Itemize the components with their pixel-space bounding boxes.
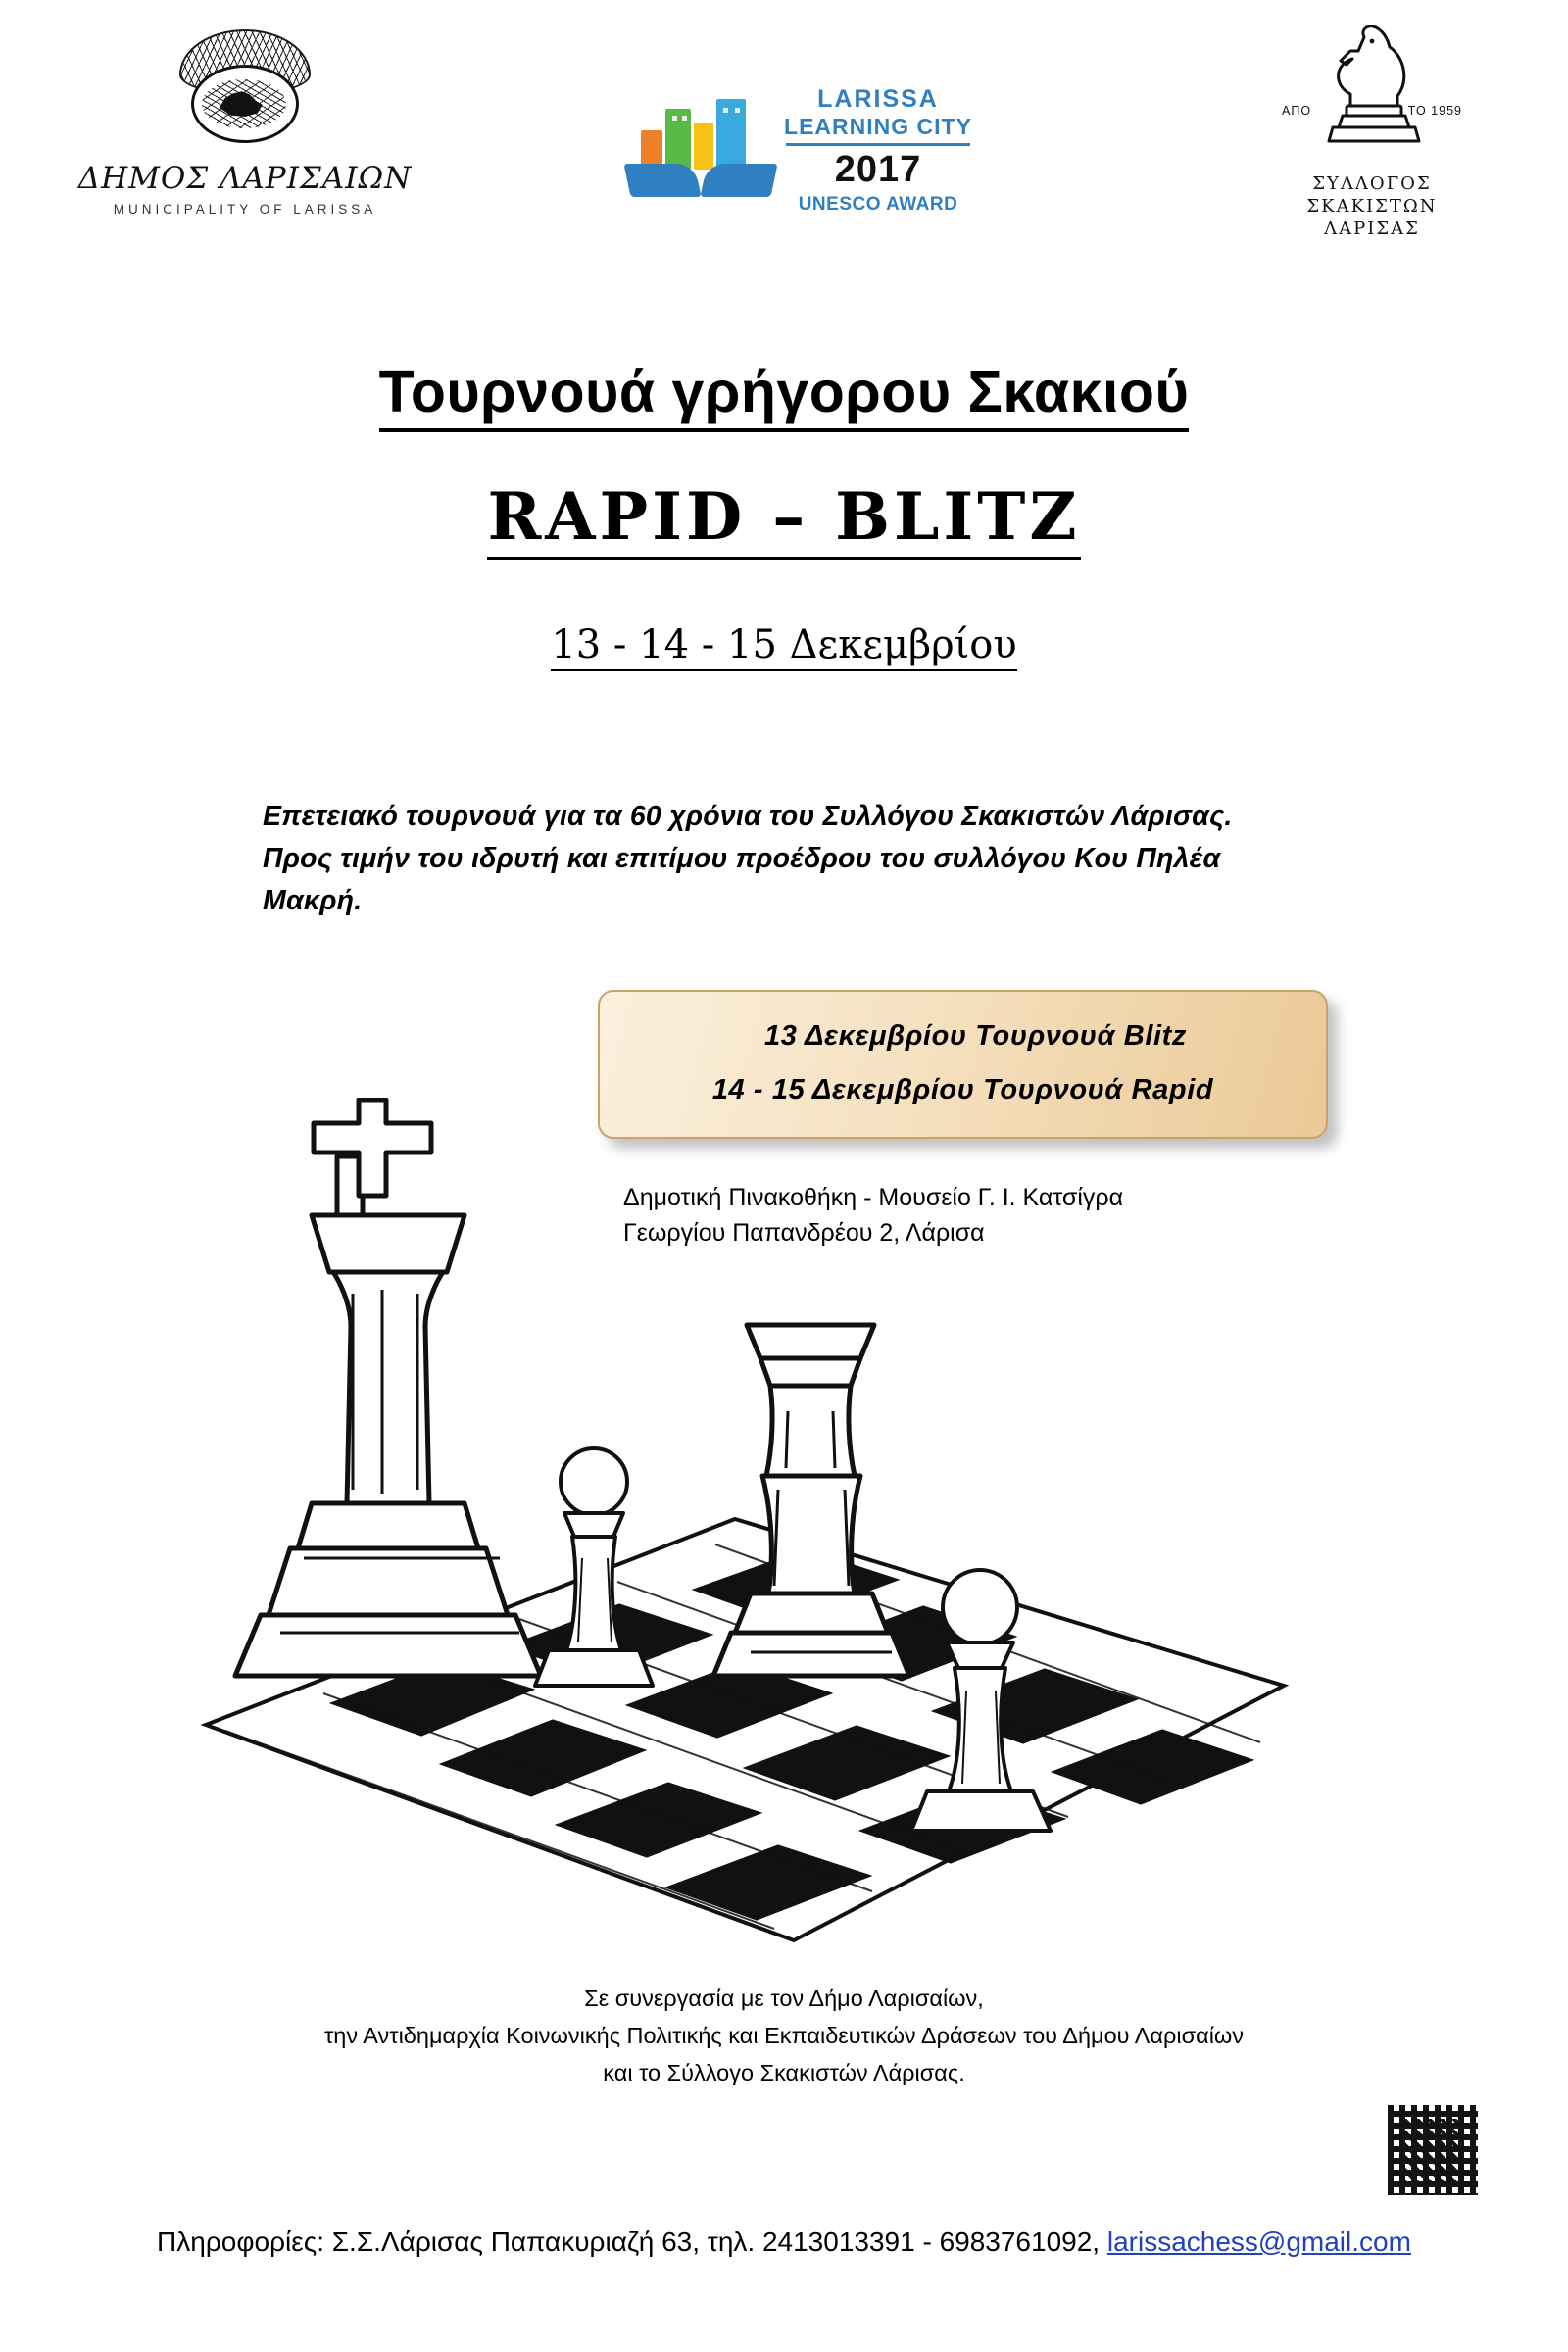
book-buildings-icon	[627, 83, 774, 211]
chess-club-logo	[1250, 22, 1494, 240]
intro-paragraph: Επετειακό τουρνουά για τα 60 χρόνια του Συλλόγου Σκακιστών Λάρισας. Προς τιμήν του ιδρυτή και επιτίμου προέδρου του συλλόγου Κου Πηλέα Μακρή.	[263, 801, 1233, 916]
knight-piece-icon	[1274, 22, 1470, 169]
poster-subtitle	[0, 478, 1568, 555]
schedule-line-blitz: 13 Δεκεμβρίου Τουρνουά Blitz	[764, 1020, 1187, 1052]
municipality-subtitle: MUNICIPALITY OF LARISSA	[113, 202, 377, 217]
cooperation-line1: Σε συνεργασία με τον Δήμο Λαρισαίων,	[584, 1985, 984, 2011]
open-book-icon	[627, 164, 774, 203]
chess-club-name-line2: ΣΚΑΚΙΣΤΩΝ	[1306, 196, 1438, 218]
cooperation-text	[0, 1980, 1568, 2091]
club-since-label: ΑΠΟ	[1282, 104, 1312, 118]
window-dot-icon	[682, 116, 687, 121]
horse-seal-icon	[191, 65, 299, 143]
knight-emblem-icon	[1274, 22, 1470, 169]
chess-club-name	[1250, 172, 1494, 240]
cooperation-line3: και το Σύλλογο Σκακιστών Λάρισας.	[603, 2060, 965, 2086]
window-dot-icon	[672, 116, 677, 121]
club-since-year: ΤΟ 1959	[1407, 104, 1462, 118]
divider	[786, 143, 970, 146]
window-dot-icon	[723, 108, 728, 113]
chess-illustration	[186, 1098, 1323, 1950]
learning-city-year: 2017	[834, 149, 922, 191]
municipality-name: ΔΗΜΟΣ ΛΑΡΙΣΑΙΩΝ	[77, 161, 413, 196]
poster-dates-text: 13 - 14 - 15 Δεκεμβρίου	[551, 622, 1016, 671]
venue-line1: Δημοτική Πινακοθήκη - Μουσείο Γ. Ι. Κατσίγρα	[623, 1184, 1124, 1211]
municipality-logo	[74, 29, 416, 217]
poster-title	[0, 359, 1568, 425]
contact-email-link[interactable]: larissachess@gmail.com	[1106, 2227, 1411, 2257]
window-dot-icon	[735, 108, 740, 113]
chessboard-pieces-drawing	[186, 1098, 1323, 1950]
poster-subtitle-text: RAPID – BLITZ	[487, 478, 1080, 560]
venue-line2: Γεωργίου Παπανδρέου 2, Λάρισα	[623, 1218, 985, 1247]
chess-club-name-line3: ΛΑΡΙΣΑΣ	[1324, 219, 1420, 240]
chess-club-name-line1: ΣΥΛΛΟΓΟΣ	[1312, 173, 1432, 194]
learning-city-line2: LEARNING CITY	[784, 113, 972, 139]
footer-info	[0, 2227, 1568, 2258]
schedule-line-rapid: 14 - 15 Δεκεμβρίου Τουρνουά Rapid	[711, 1074, 1214, 1106]
poster-dates	[0, 622, 1568, 667]
building-blue-icon	[716, 99, 746, 170]
learning-city-logo	[627, 83, 980, 220]
municipality-seal-icon	[176, 29, 314, 147]
poster-title-text: Τουρνουά γρήγορου Σκακιού	[379, 360, 1190, 432]
learning-city-line1: LARISSA	[817, 85, 939, 113]
learning-city-text	[780, 85, 976, 216]
poster-header	[0, 0, 1568, 323]
cooperation-line2: την Αντιδημαρχία Κοινωνικής Πολιτικής και Εκπαιδευτικών Δράσεων του Δήμου Λαρισαίων	[323, 2023, 1245, 2049]
footer-info-text: Πληροφορίες: Σ.Σ.Λάρισας Παπακυριαζή 63, τηλ. 2413013391 - 6983761092,	[157, 2227, 1101, 2257]
queen-piece-icon	[713, 1325, 909, 1676]
building-yellow-icon	[694, 122, 713, 170]
building-green-icon	[665, 109, 691, 170]
learning-city-award: UNESCO AWARD	[798, 193, 958, 215]
king-piece-icon	[235, 1100, 541, 1676]
qr-code-icon[interactable]	[1388, 2105, 1478, 2195]
